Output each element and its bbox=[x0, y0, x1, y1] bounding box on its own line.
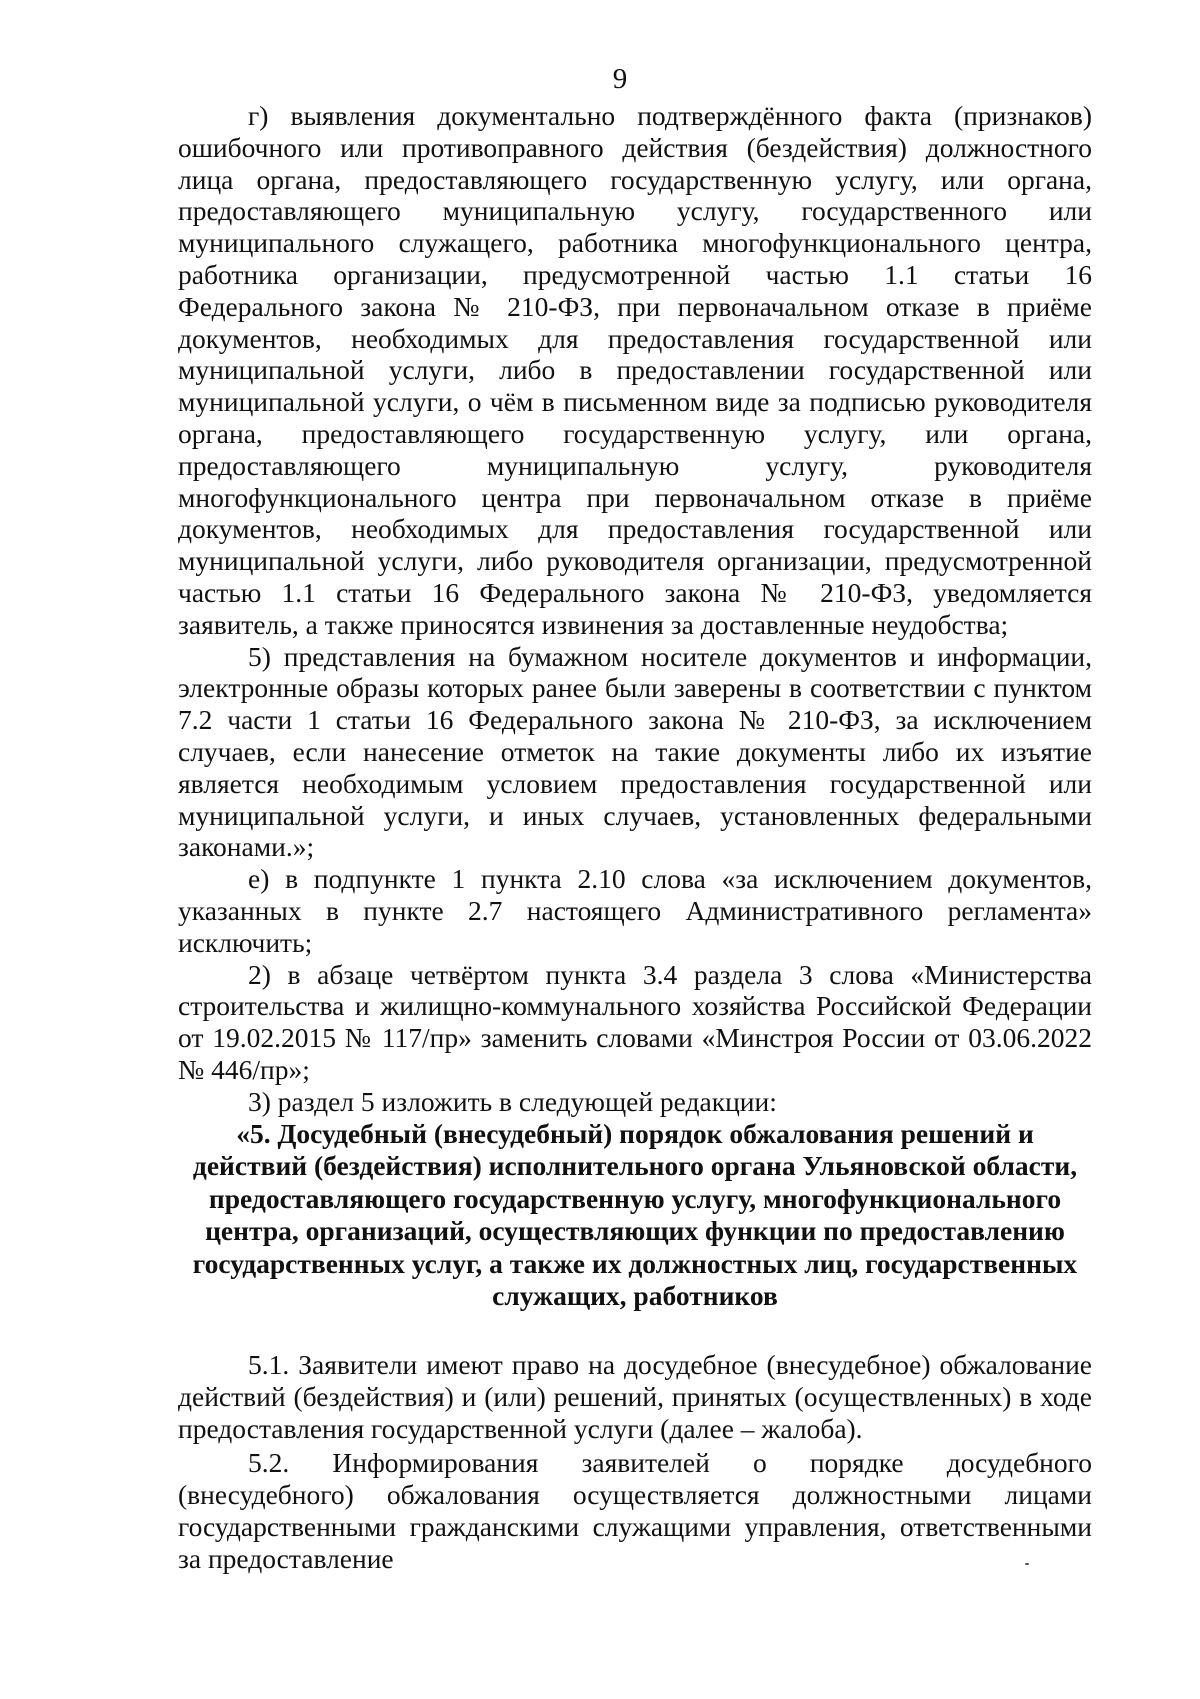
paragraph-subitem-g: г) выявления документально подтверждённого факта (признаков) ошибочного или противоправного действия (бездействия) должностного лица органа, предоставляющего государственную услугу, или органа, предоставляющего муниципальную услугу, государственного или муниципального служащего, работника многофункционального центра, работника организации, предусмотренной частью 1.1 статьи 16 Федерального закона № 210-ФЗ, при первоначальном отказе в приёме документов, необходимых для предоставления государственной или муниципальной услуги, либо в предоставлении государственной или муниципальной услуги, о чём в письменном виде за подписью руководителя органа, предоставляющего государственную услугу, или органа, предоставляющего муниципальную услугу, руководителя многофункционального центра при первоначальном отказе в приёме документов, необходимых для предоставления государственной или муниципальной услуги, либо руководителя организации, предусмотренной частью 1.1 статьи 16 Федерального закона № 210-ФЗ, уведомляется заявитель, а также приносятся извинения за доставленные неудобства; bbox=[178, 100, 1092, 640]
paragraph-item-3: 3) раздел 5 изложить в следующей редакции: bbox=[248, 1085, 777, 1117]
page-number: 9 bbox=[612, 63, 628, 95]
paragraph-item-2: 2) в абзаце четвёртом пункта 3.4 раздела 3 слова «Министерства строительства и жилищно-коммунального хозяйства Российской Федерации от 19.02.2015 № 117/пр» заменить словами «Минстроя России от 03.06.2022 № 446/пр»; bbox=[178, 958, 1092, 1085]
paragraph-subitem-e: е) в подпункте 1 пункта 2.10 слова «за исключением документов, указанных в пункте 2.7 настоящего Административного регламента» исключить; bbox=[178, 863, 1092, 958]
document-body bbox=[178, 100, 1092, 1575]
paragraph-5-2: 5.2. Информирования заявителей о порядке досудебного (внесудебного) обжалования осуществляется должностными лицами государственными гражданскими служащими управления, ответственными за предоставление bbox=[178, 1447, 1092, 1574]
section-5-heading: «5. Досудебный (внесудебный) порядок обжалования решений и действий (бездействия) исполнительного органа Ульяновской области, предоставляющего государственную услугу, многофункционального центра, организаций, осуществляющих функции по предоставлению государственных услуг, а также их должностных лиц, государственных служащих, работников bbox=[192, 1117, 1078, 1312]
paragraph-5-1: 5.1. Заявители имеют право на досудебное (внесудебное) обжалование действий (бездействия) и (или) решений, принятых (осуществленных) в ходе предоставления государственной услуги (далее – жалоба). bbox=[178, 1349, 1092, 1444]
scan-artifact bbox=[1025, 1563, 1029, 1565]
paragraph-subitem-5: 5) представления на бумажном носителе документов и информации, электронные образы которых ранее были заверены в соответствии с пунктом 7.2 части 1 статьи 16 Федерального закона № 210-ФЗ, за исключением случаев, если нанесение отметок на такие документы либо их изъятие является необходимым условием предоставления государственной или муниципальной услуги, и иных случаев, установленных федеральными законами.»; bbox=[178, 640, 1092, 863]
